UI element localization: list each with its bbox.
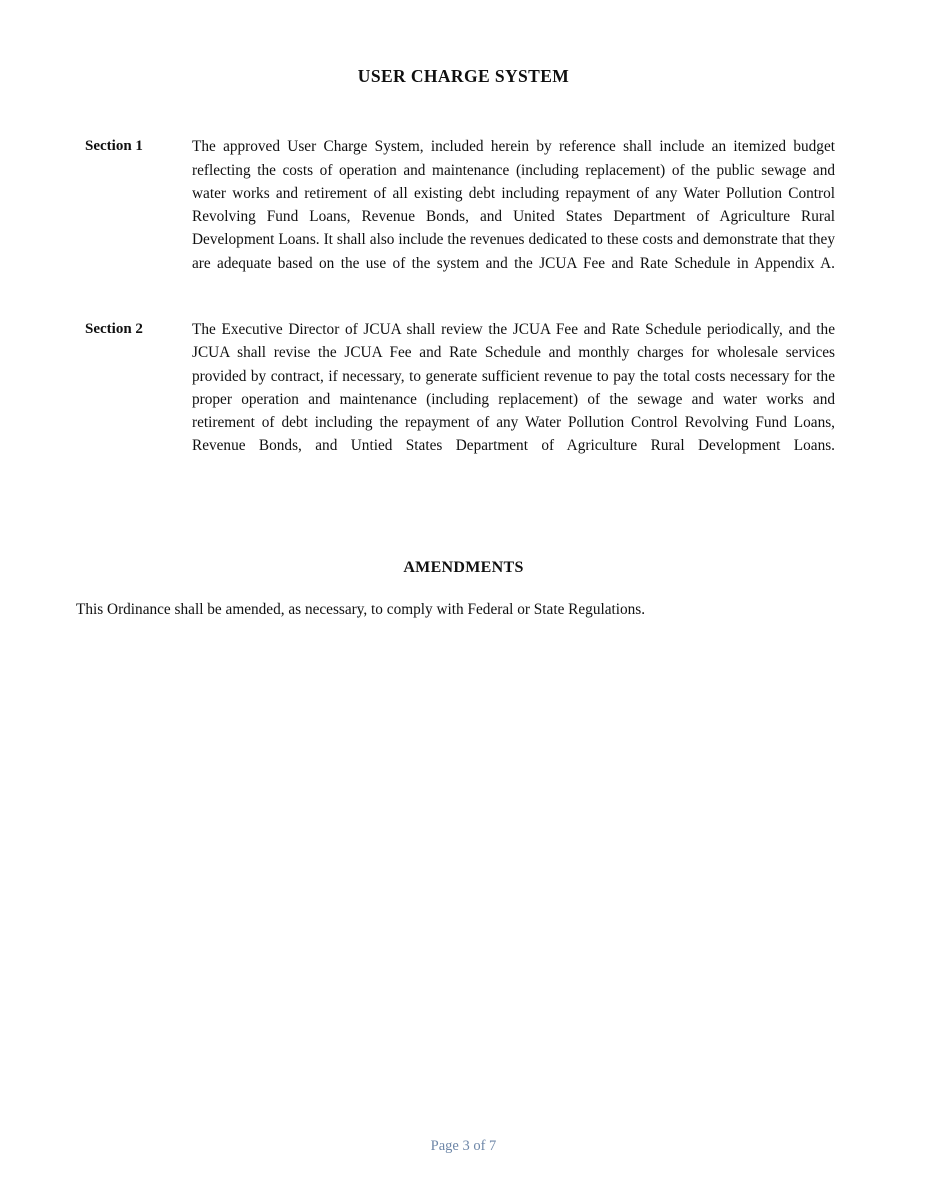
amendments-body: This Ordinance shall be amended, as necessary, to comply with Federal or State Regulations. <box>76 601 646 619</box>
section-block-1 <box>0 135 927 298</box>
page-number-footer: Page 3 of 7 <box>430 1138 497 1155</box>
section-body-2: The Executive Director of JCUA shall review the JCUA Fee and Rate Schedule periodically, and the JCUA shall revise the JCUA Fee and Rate Schedule and monthly charges for wholesale services provided by contract, if necessary, to generate sufficient revenue to pay the total costs necessary for the proper operation and maintenance (including replacement) of the sewage and water works and retirement of debt including the repayment of any Water Pollution Control Revolving Fund Loans, Revenue Bonds, and Untied States Department of Agriculture Rural Development Loans. <box>192 321 835 455</box>
section-label-1: Section 1 <box>85 138 143 155</box>
section-block-2 <box>0 318 927 481</box>
sections-container <box>0 120 927 501</box>
section-label-2: Section 2 <box>85 321 143 338</box>
page-title: USER CHARGE SYSTEM <box>357 65 570 86</box>
amendments-heading: AMENDMENTS <box>403 559 524 577</box>
section-body-1: The approved User Charge System, included herein by reference shall include an itemized budget reflecting the costs of operation and maintenance (including replacement) of the public sewage and water works and retirement of all existing debt including repayment of any Water Pollution Control Revolving Fund Loans, Revenue Bonds, and United States Department of Agriculture Rural Development Loans. It shall also include the revenues dedicated to these costs and demonstrate that they are adequate based on the use of the system and the JCUA Fee and Rate Schedule in Appendix A. <box>192 138 835 272</box>
